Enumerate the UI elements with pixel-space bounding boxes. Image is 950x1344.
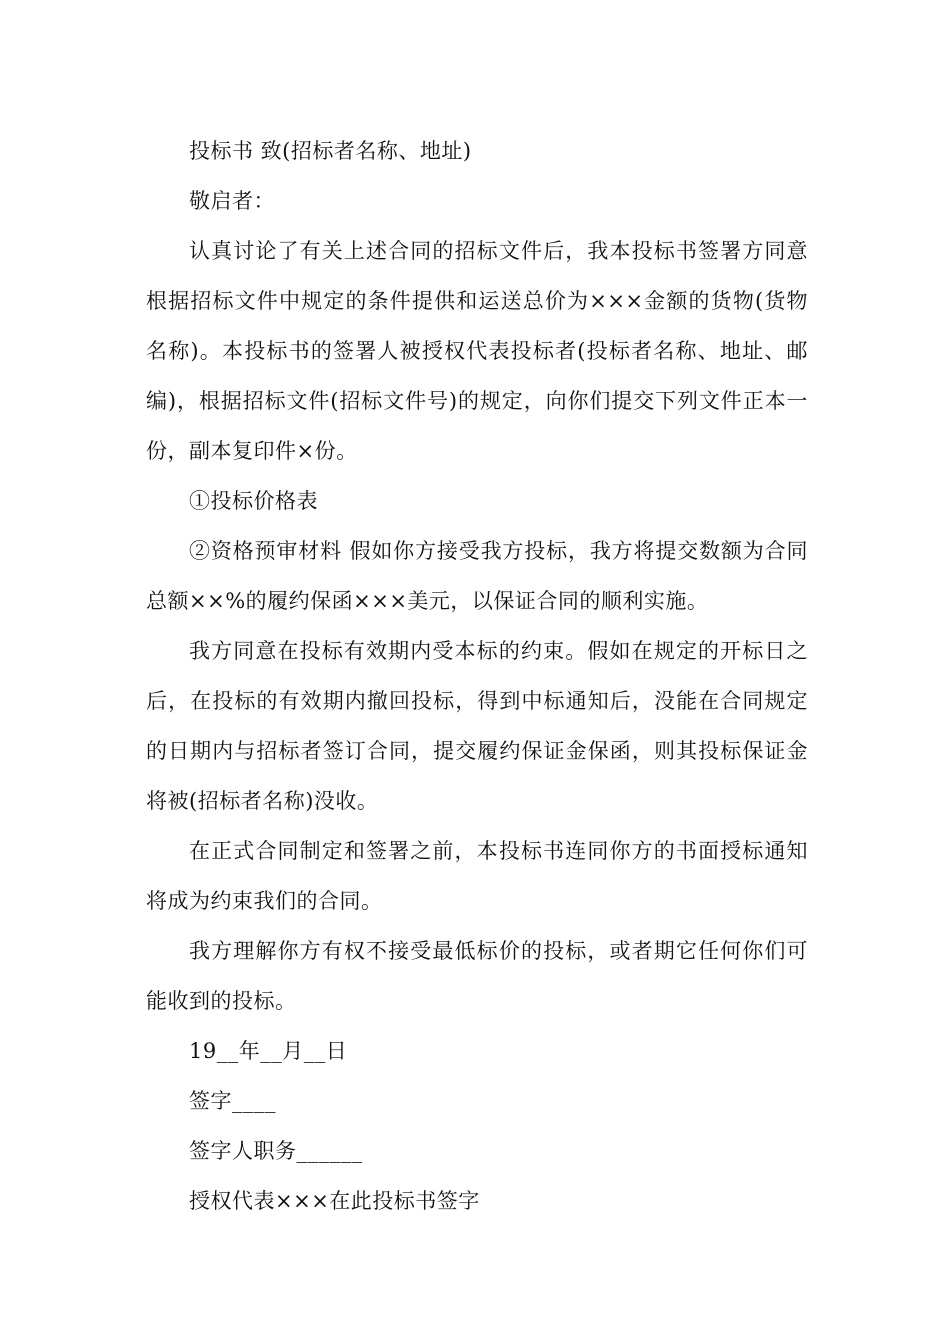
- paragraph-intro: 认真讨论了有关上述合同的招标文件后，我本投标书签署方同意根据招标文件中规定的条件提供和运送总价为×××金额的货物(货物名称)。本投标书的签署人被授权代表投标者(投标者名称、地址、邮编)，根据招标文件(招标文件号)的规定，向你们提交下列文件正本一份，副本复印件×份。: [146, 239, 808, 463]
- document-body: [146, 126, 808, 1226]
- authorization-line: 授权代表×××在此投标书签字: [189, 1189, 480, 1213]
- date-line: 19__年__月__日: [189, 1039, 348, 1063]
- document-heading: 投标书 致(招标者名称、地址): [189, 139, 472, 163]
- paragraph-validity: 我方同意在投标有效期内受本标的约束。假如在规定的开标日之后，在投标的有效期内撤回投标，得到中标通知后，没能在合同规定的日期内与招标者签订合同，提交履约保证金保函，则其投标保证金将被(招标者名称)没收。: [146, 639, 808, 813]
- paragraph-understanding: 我方理解你方有权不接受最低标价的投标，或者期它任何你们可能收到的投标。: [146, 939, 808, 1013]
- signer-title-line: 签字人职务______: [189, 1139, 363, 1163]
- signature-line: 签字____: [189, 1089, 276, 1113]
- list-item-price-table: ①投标价格表: [189, 489, 318, 513]
- list-item-qualification: ②资格预审材料 假如你方接受我方投标，我方将提交数额为合同总额××%的履约保函×××美元，以保证合同的顺利实施。: [146, 539, 808, 613]
- paragraph-contract: 在正式合同制定和签署之前，本投标书连同你方的书面授标通知将成为约束我们的合同。: [146, 839, 808, 913]
- salutation: 敬启者：: [189, 189, 275, 213]
